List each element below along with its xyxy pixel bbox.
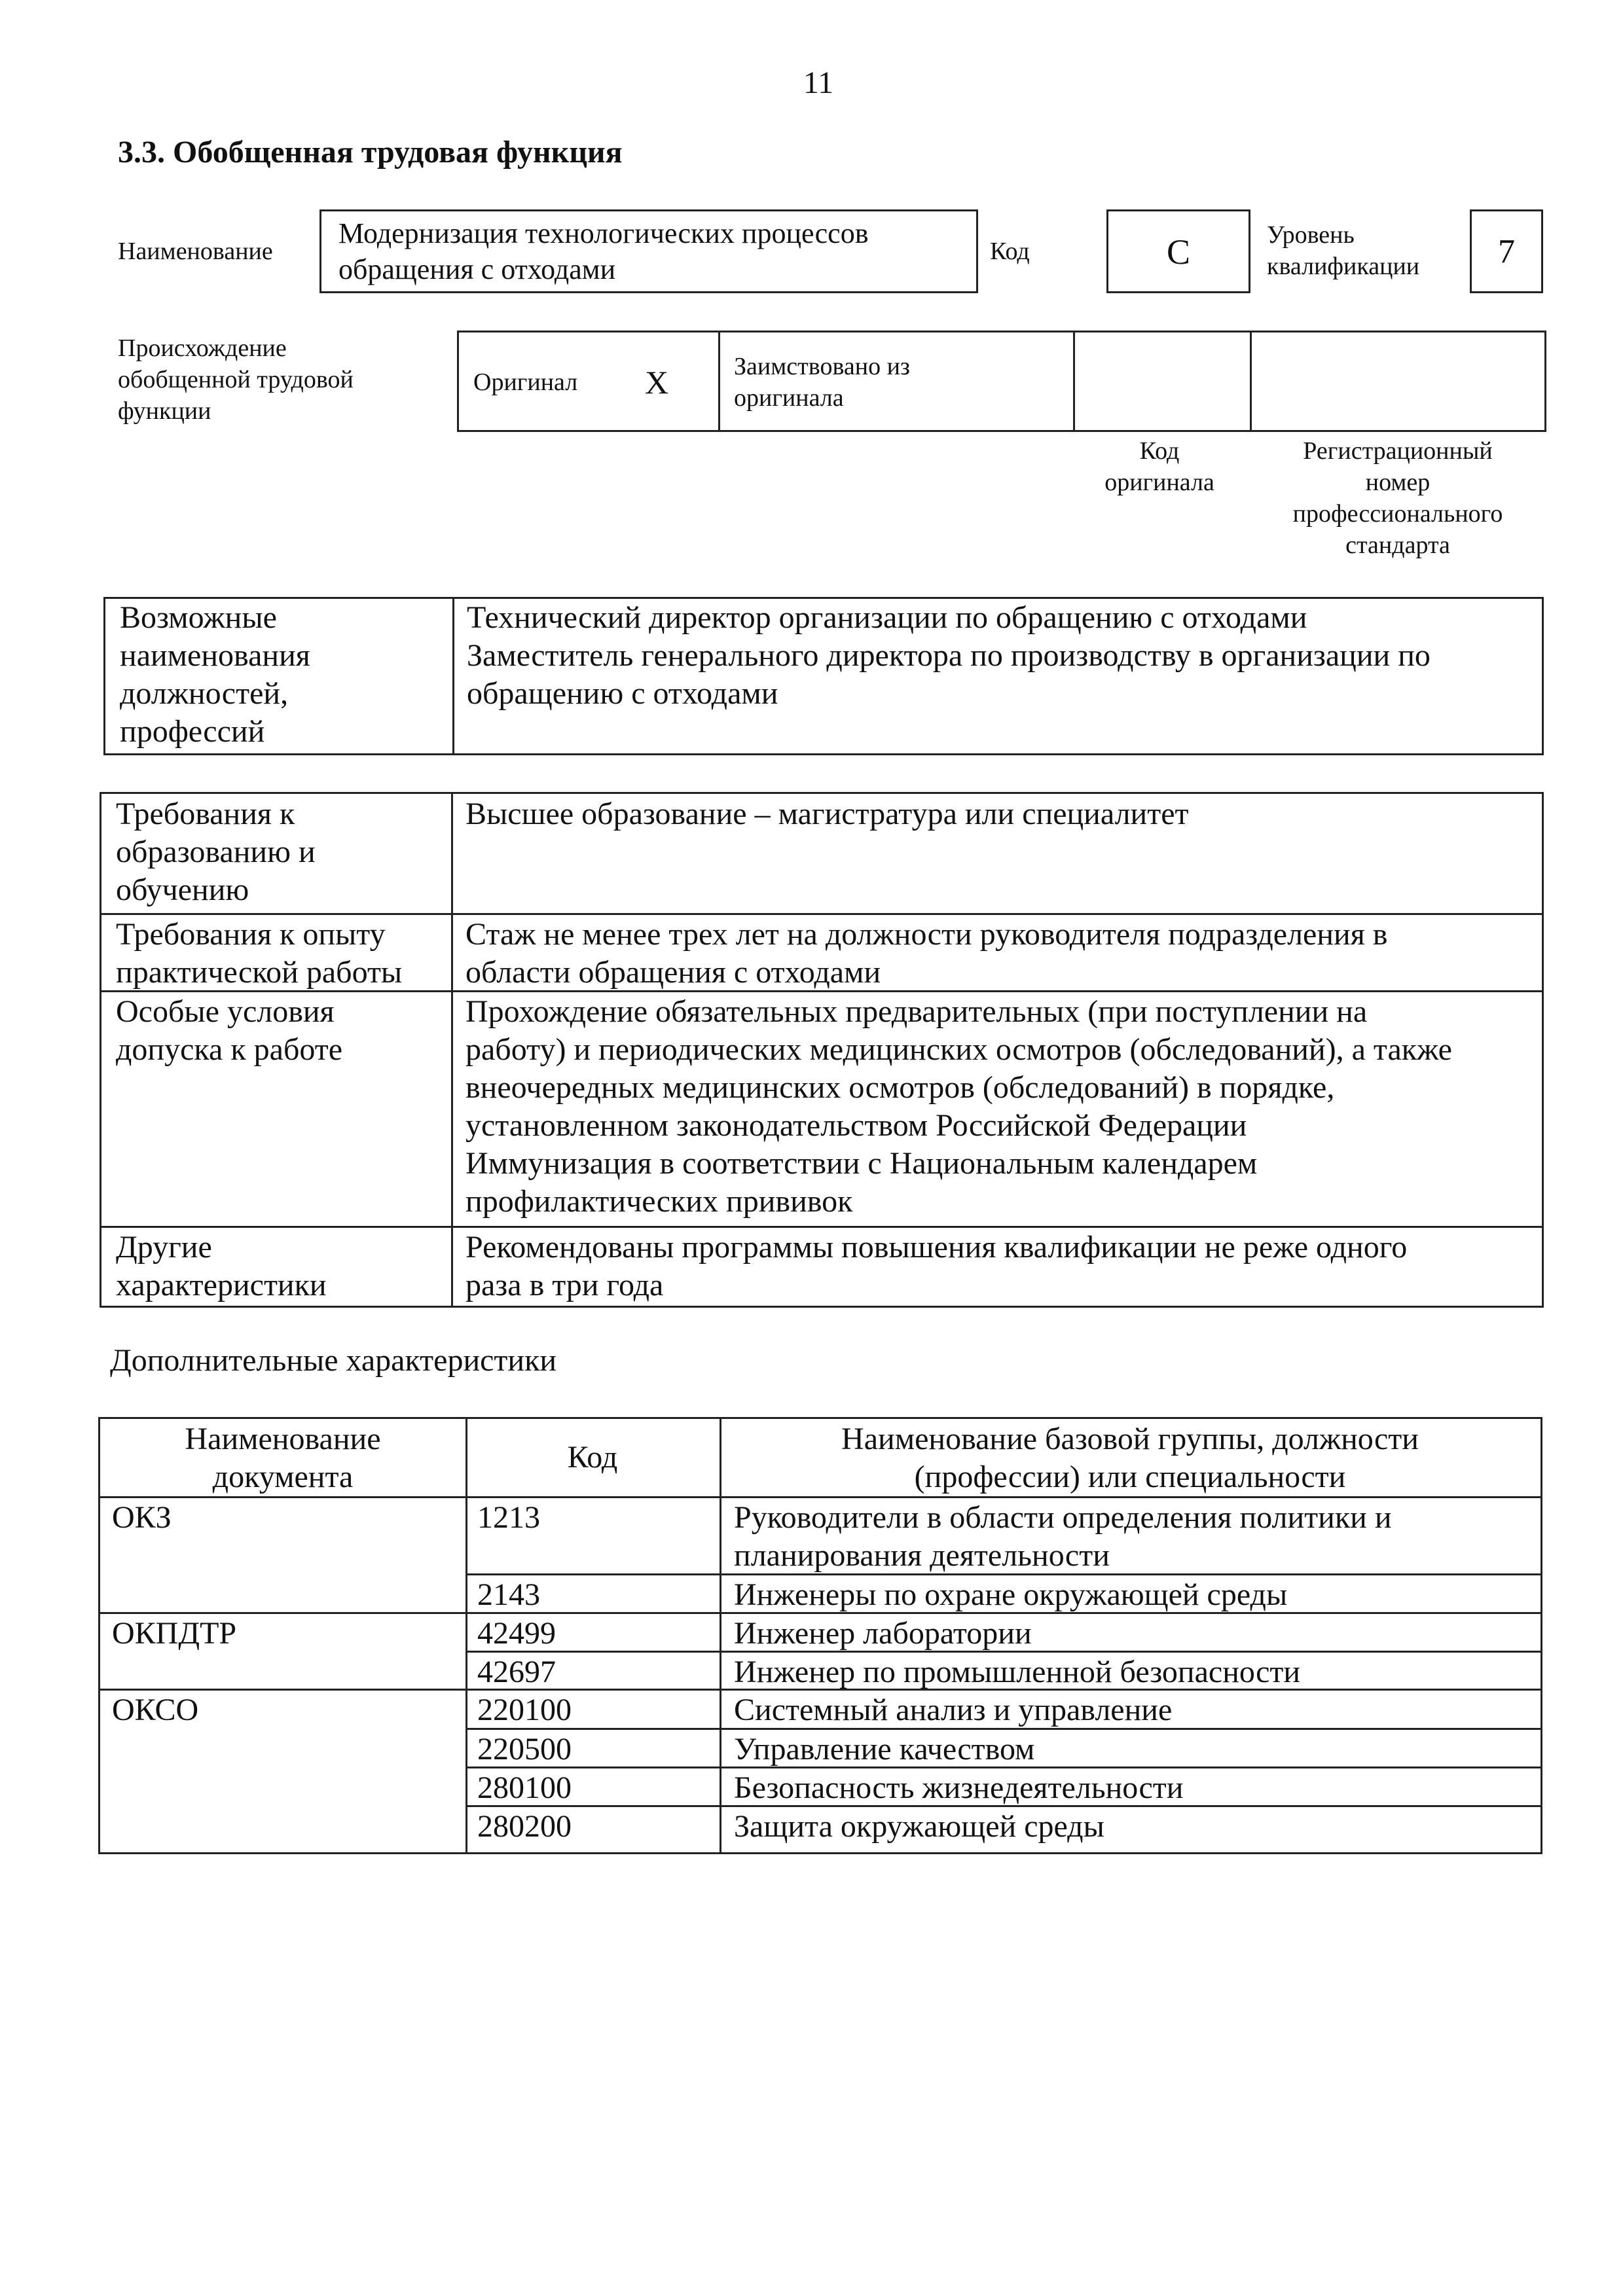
table-divider [452, 599, 454, 753]
requirements-table [100, 792, 1544, 1308]
table-divider [451, 794, 453, 1306]
origin-divider [1073, 332, 1075, 430]
req-label: Другие характеристики [116, 1230, 327, 1302]
req-label: Требования к образованию и обучению [116, 797, 316, 907]
reg-caption: Регистрационный номер профессионального стандарта [1292, 437, 1503, 559]
col-header-code: Код [567, 1440, 618, 1475]
row-name: Руководители в области определения политики и планирования деятельности [734, 1500, 1392, 1573]
row-name: Управление качеством [734, 1732, 1035, 1767]
table-divider [101, 913, 1542, 915]
req-value: Рекомендованы программы повышения квалификации не реже одного раза в три года [465, 1230, 1408, 1302]
positions-table [103, 597, 1544, 755]
col-header-doc: Наименование документа [185, 1422, 381, 1494]
row-name: Инженеры по охране окружающей среды [734, 1577, 1288, 1612]
table-divider [101, 1226, 1542, 1228]
additional-table [98, 1417, 1542, 1854]
table-divider [100, 1496, 1541, 1498]
table-divider [465, 1419, 467, 1852]
row-code: 280100 [477, 1770, 572, 1805]
original-mark: X [645, 364, 669, 401]
origin-divider [718, 332, 720, 430]
col-header-name: Наименование базовой группы, должности (профессии) или специальности [841, 1422, 1419, 1494]
req-value: Высшее образование – магистратура или специалитет [465, 797, 1189, 831]
name-value: Модернизация технологических процессов обращения с отходами [338, 217, 869, 285]
req-value: Прохождение обязательных предварительных (при поступлении на работу) и периодических медицинских осмотров (обследований), а также внеочередных медицинских осмотров (обследований) в порядке, установленном законодательством Российской Федерации Иммунизация в соответствии с Национальным календарем профилактических прививок [465, 994, 1452, 1219]
row-code: 220500 [477, 1732, 572, 1767]
positions-value: Технический директор организации по обращению с отходами Заместитель генерального директора по производству в организации по обращению с отходами [467, 600, 1431, 711]
row-name: Системный анализ и управление [734, 1693, 1173, 1727]
doc-name: ОКЗ [112, 1500, 172, 1535]
page-number: 11 [803, 65, 834, 100]
positions-label: Возможные наименования должностей, профессий [120, 600, 310, 749]
req-label: Требования к опыту практической работы [116, 917, 403, 990]
req-value: Стаж не менее трех лет на должности руководителя подразделения в области обращения с отходами [465, 917, 1388, 990]
code-caption: Код оригинала [1104, 437, 1214, 496]
original-label: Оригинал [473, 368, 578, 396]
code-box [1106, 209, 1250, 293]
origin-box [457, 331, 1546, 432]
row-code: 1213 [477, 1500, 540, 1535]
borrowed-label: Заимствовано из оригинала [734, 353, 910, 412]
level-value: 7 [1498, 233, 1515, 270]
row-name: Безопасность жизнедеятельности [734, 1770, 1184, 1805]
row-name: Инженер по промышленной безопасности [734, 1655, 1301, 1689]
section-title: 3.3. Обобщенная трудовая функция [118, 135, 623, 170]
code-value: C [1166, 232, 1191, 272]
name-label: Наименование [118, 238, 273, 265]
row-code: 42499 [477, 1616, 556, 1651]
row-name: Инженер лаборатории [734, 1616, 1032, 1651]
additional-title: Дополнительные характеристики [110, 1343, 557, 1378]
origin-label: Происхождение обобщенной трудовой функции [118, 334, 354, 425]
doc-name: ОКПДТР [112, 1616, 237, 1651]
name-box [319, 209, 978, 293]
row-code: 280200 [477, 1809, 572, 1844]
level-label: Уровень квалификации [1267, 221, 1420, 280]
origin-divider [1250, 332, 1252, 430]
row-name: Защита окружающей среды [734, 1809, 1104, 1844]
row-code: 42697 [477, 1655, 556, 1689]
code-label: Код [990, 238, 1030, 265]
row-code: 2143 [477, 1577, 540, 1612]
row-code: 220100 [477, 1693, 572, 1727]
req-label: Особые условия допуска к работе [116, 994, 343, 1067]
level-box [1470, 209, 1543, 293]
doc-name: ОКСО [112, 1693, 199, 1727]
